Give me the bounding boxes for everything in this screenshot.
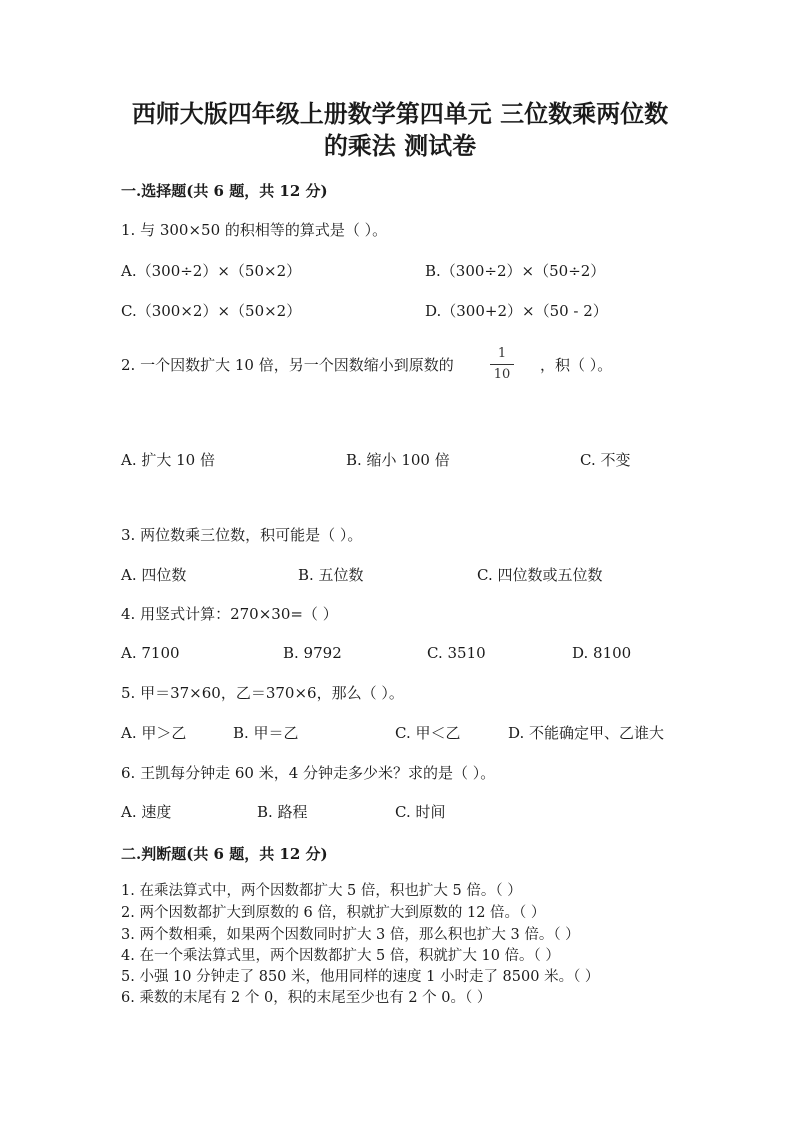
question-5-text: 5. 甲＝37×60，乙＝370×6，那么（ ）。 <box>121 684 404 702</box>
fraction-denominator: 10 <box>493 367 511 382</box>
question-3-option-a: A. 四位数 <box>121 566 187 584</box>
question-1-option-d: D.（300+2）×（50 - 2） <box>425 302 608 320</box>
question-2-option-a: A. 扩大 10 倍 <box>121 451 215 469</box>
question-4-option-d: D. 8100 <box>572 644 632 662</box>
question-2-option-b: B. 缩小 100 倍 <box>346 451 450 469</box>
question-1-option-a: A.（300÷2）×（50×2） <box>121 262 302 280</box>
question-2-text-end: ，积（ ）。 <box>540 356 613 374</box>
true-false-item-3: 3. 两个数相乘，如果两个因数同时扩大 3 倍，那么积也扩大 3 倍。（ ） <box>121 927 580 943</box>
fraction-numerator: 1 <box>497 346 507 361</box>
question-6-option-c: C. 时间 <box>395 803 446 821</box>
question-3-option-c: C. 四位数或五位数 <box>477 566 603 584</box>
page-title-line-2: 的乘法 测试卷 <box>323 131 477 160</box>
question-4-option-a: A. 7100 <box>121 644 180 662</box>
true-false-item-2: 2. 两个因数都扩大到原数的 6 倍，积就扩大到原数的 12 倍。（ ） <box>121 905 546 921</box>
fraction-one-tenth <box>488 346 516 383</box>
question-6-option-a: A. 速度 <box>121 803 172 821</box>
question-4-option-c: C. 3510 <box>427 644 486 662</box>
question-6-text: 6. 王凯每分钟走 60 米，4 分钟走多少米？求的是（ ）。 <box>121 764 496 782</box>
question-4-option-b: B. 9792 <box>283 644 342 662</box>
question-1-option-c: C.（300×2）×（50×2） <box>121 302 302 320</box>
true-false-item-4: 4. 在一个乘法算式里，两个因数都扩大 5 倍，积就扩大 10 倍。（ ） <box>121 948 560 964</box>
question-5-option-c: C. 甲＜乙 <box>395 724 461 742</box>
page-title-line-1: 西师大版四年级上册数学第四单元 三位数乘两位数 <box>131 99 669 128</box>
true-false-item-1: 1. 在乘法算式中，两个因数都扩大 5 倍，积也扩大 5 倍。（ ） <box>121 883 522 899</box>
fraction-bar <box>490 364 514 365</box>
true-false-item-6: 6. 乘数的末尾有 2 个 0，积的末尾至少也有 2 个 0。（ ） <box>121 990 492 1006</box>
question-2-option-c: C. 不变 <box>580 451 631 469</box>
question-5-option-a: A. 甲＞乙 <box>121 724 187 742</box>
question-1-option-b: B.（300÷2）×（50÷2） <box>425 262 606 280</box>
question-3-option-b: B. 五位数 <box>298 566 364 584</box>
question-5-option-b: B. 甲＝乙 <box>233 724 299 742</box>
question-3-text: 3. 两位数乘三位数，积可能是（ ）。 <box>121 526 363 544</box>
section-heading-multiple-choice: 一.选择题(共 6 题，共 12 分) <box>121 182 328 200</box>
true-false-item-5: 5. 小强 10 分钟走了 850 米，他用同样的速度 1 小时走了 8500 米。（ ） <box>121 969 600 985</box>
question-1-text: 1. 与 300×50 的积相等的算式是（ ）。 <box>121 221 388 239</box>
question-6-option-b: B. 路程 <box>257 803 308 821</box>
question-5-option-d: D. 不能确定甲、乙谁大 <box>508 724 665 742</box>
question-2-text: 2. 一个因数扩大 10 倍，另一个因数缩小到原数的 <box>121 356 454 374</box>
section-heading-true-false: 二.判断题(共 6 题，共 12 分) <box>121 845 328 863</box>
question-4-text: 4. 用竖式计算：270×30=（ ） <box>121 605 338 623</box>
